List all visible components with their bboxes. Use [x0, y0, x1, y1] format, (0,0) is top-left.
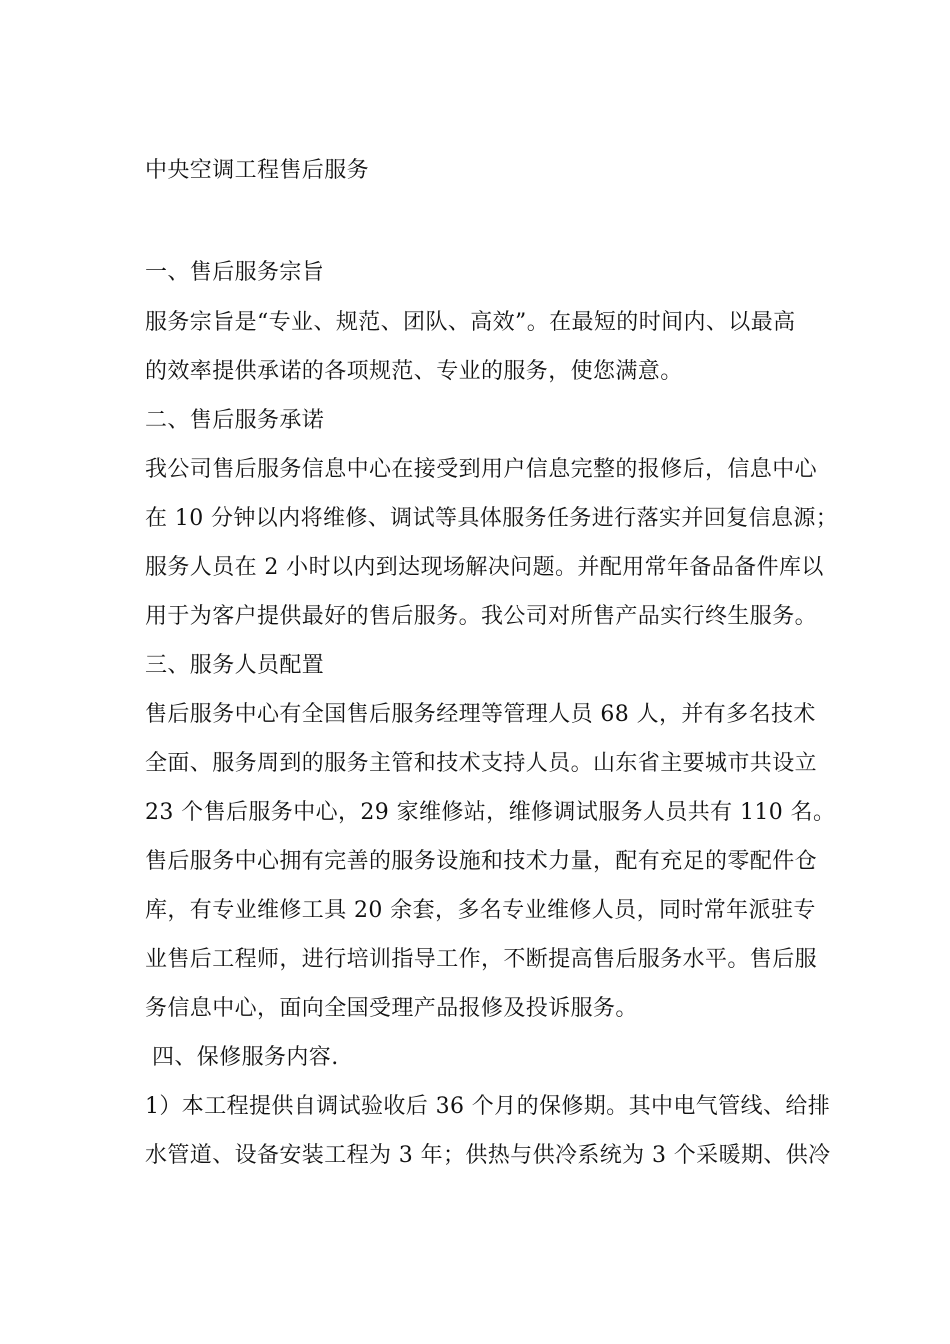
section-heading-1: 一、售后服务宗旨 — [145, 260, 325, 285]
paragraph-line: 我公司售后服务信息中心在接受到用户信息完整的报修后，信息中心 — [145, 457, 818, 482]
paragraph-line: 业售后工程师，进行培训指导工作，不断提高售后服务水平。售后服 — [145, 947, 818, 972]
paragraph-line: 在 10 分钟以内将维修、调试等具体服务任务进行落实并回复信息源； — [145, 506, 839, 531]
section-heading-3: 三、服务人员配置 — [145, 653, 325, 678]
section-heading-2: 二、售后服务承诺 — [145, 408, 325, 433]
document-title: 中央空调工程售后服务 — [145, 158, 370, 183]
paragraph-line: 全面、服务周到的服务主管和技术支持人员。山东省主要城市共设立 — [145, 751, 818, 776]
paragraph-line: 售后服务中心有全国售后服务经理等管理人员 68 人，并有多名技术 — [145, 702, 816, 727]
paragraph-line: 用于为客户提供最好的售后服务。我公司对所售产品实行终生服务。 — [145, 604, 818, 629]
section-heading-4: 四、保修服务内容. — [152, 1045, 339, 1070]
paragraph-line: 服务宗旨是“专业、规范、团队、高效”。在最短的时间内、以最高 — [145, 310, 796, 335]
paragraph-line: 水管道、设备安装工程为 3 年；供热与供冷系统为 3 个采暖期、供冷 — [145, 1143, 831, 1168]
paragraph-line: 服务人员在 2 小时以内到达现场解决问题。并配用常年备品备件库以 — [145, 555, 824, 580]
paragraph-line: 的效率提供承诺的各项规范、专业的服务，使您满意。 — [145, 359, 683, 384]
paragraph-line: 务信息中心，面向全国受理产品报修及投诉服务。 — [145, 996, 638, 1021]
paragraph-line: 23 个售后服务中心，29 家维修站，维修调试服务人员共有 110 名。 — [145, 800, 836, 825]
paragraph-line: 售后服务中心拥有完善的服务设施和技术力量，配有充足的零配件仓 — [145, 849, 818, 874]
paragraph-line: 1）本工程提供自调试验收后 36 个月的保修期。其中电气管线、给排 — [145, 1094, 831, 1119]
paragraph-line: 库，有专业维修工具 20 余套，多名专业维修人员，同时常年派驻专 — [145, 898, 816, 923]
